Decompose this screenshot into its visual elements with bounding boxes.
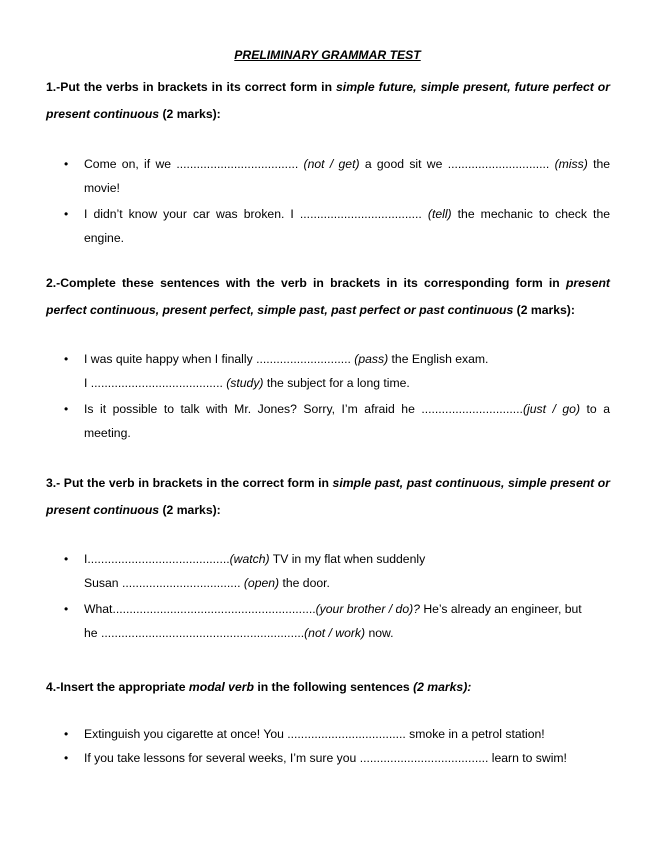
verb-hint: (miss) — [554, 157, 588, 171]
list-item — [46, 202, 610, 250]
instruction-marks: (2 marks): — [513, 303, 575, 317]
question-number: 1.- — [46, 80, 61, 94]
question-3-instruction — [46, 470, 610, 524]
instruction-tenses: present perfect continuous, present perfect, simple past, past perfect or past continuous — [46, 276, 610, 317]
instruction-modal: modal verb — [188, 680, 254, 694]
instruction-text: in the following sentences — [253, 680, 414, 694]
question-number: 2.- — [46, 276, 61, 290]
bullet-icon: • — [64, 157, 69, 171]
sentence-text: learn to swim! — [488, 751, 567, 765]
page-title: PRELIMINARY GRAMMAR TEST — [234, 48, 421, 62]
verb-hint: (study) — [226, 376, 264, 390]
answer-blank: ............................................................ — [100, 626, 305, 640]
bullet-icon: • — [64, 402, 69, 416]
answer-blank: .................................... — [299, 207, 422, 221]
sentence-text: Is it possible to talk with Mr. Jones? Sorry, I’m afraid he — [84, 402, 422, 416]
verb-hint: (tell) — [427, 207, 452, 221]
answer-blank: ............................................................ — [112, 602, 316, 616]
list-item — [46, 722, 610, 746]
answer-blank: ...................................... — [359, 751, 489, 765]
answer-blank: .............................. — [447, 157, 550, 171]
question-1-items — [46, 152, 610, 252]
answer-blank: .............................. — [421, 402, 523, 416]
verb-hint: (just / go) — [522, 402, 581, 416]
bullet-icon: • — [64, 352, 69, 366]
verb-hint: (watch) — [229, 552, 270, 566]
sentence-text: the mechanic to check the engine. — [84, 207, 610, 245]
sentence-text: If you take lessons for several weeks, I’m sure you — [84, 751, 360, 765]
question-3-items — [46, 547, 610, 647]
sentence-text: to a meeting. — [84, 402, 610, 440]
sentence-text: the English exam. — [388, 352, 489, 366]
question-4-instruction — [46, 674, 610, 701]
question-1-instruction — [46, 74, 610, 128]
list-item — [46, 397, 610, 445]
bullet-icon: • — [64, 552, 69, 566]
list-item — [46, 746, 610, 770]
list-item — [46, 597, 610, 645]
sentence-text: TV in my flat when suddenly — [269, 552, 426, 566]
instruction-marks: (2 marks): — [159, 107, 221, 121]
verb-hint: (open) — [243, 576, 280, 590]
sentence-text: a good sit we — [359, 157, 448, 171]
answer-blank: ................................... — [121, 576, 241, 590]
verb-hint: (not / work) — [304, 626, 366, 640]
sentence-text: I was quite happy when I finally — [84, 352, 257, 366]
answer-blank: .................................... — [176, 157, 299, 171]
sentence-text: I didn’t know your car was broken. I — [84, 207, 300, 221]
sentence-text: I — [84, 376, 91, 390]
instruction-text: Complete these sentences with the verb in brackets in its corresponding form in — [60, 276, 566, 290]
question-2-instruction — [46, 270, 610, 324]
sentence-text: I — [84, 552, 88, 566]
verb-hint: (your brother / do)? — [315, 602, 420, 616]
instruction-marks: (2 marks): — [413, 680, 472, 694]
list-item — [46, 547, 610, 595]
sentence-text: He’s already an engineer, but — [419, 602, 582, 616]
instruction-text: Put the verbs in brackets in its correct form in — [60, 80, 337, 94]
sentence-text: What — [84, 602, 113, 616]
verb-hint: (pass) — [354, 352, 389, 366]
answer-blank: ................................... — [287, 727, 406, 741]
instruction-text: Insert the appropriate — [60, 680, 189, 694]
question-number: 4.- — [46, 680, 61, 694]
sentence-text: Extinguish you cigarette at once! You — [84, 727, 288, 741]
bullet-icon: • — [64, 751, 69, 765]
question-4-items — [46, 722, 610, 772]
sentence-text: the door. — [279, 576, 330, 590]
instruction-tenses: simple past, past continuous, simple present or present continuous — [46, 476, 610, 517]
bullet-icon: • — [64, 727, 69, 741]
sentence-text: the movie! — [84, 157, 611, 195]
list-item — [46, 152, 610, 200]
sentence-text: he — [84, 626, 101, 640]
sentence-text: now. — [365, 626, 394, 640]
bullet-icon: • — [64, 602, 69, 616]
instruction-tenses: simple future, simple present, future perfect or present continuous — [46, 80, 610, 121]
list-item — [46, 347, 610, 395]
answer-blank: .......................................... — [87, 552, 230, 566]
answer-blank: ............................ — [256, 352, 351, 366]
instruction-marks: (2 marks): — [159, 503, 221, 517]
instruction-text: Put the verb in brackets in the correct form in — [60, 476, 333, 490]
answer-blank: ....................................... — [90, 376, 223, 390]
sentence-text: the subject for a long time. — [263, 376, 410, 390]
question-2-items — [46, 347, 610, 447]
verb-hint: (not / get) — [303, 157, 360, 171]
sentence-text: smoke in a petrol station! — [405, 727, 545, 741]
sentence-text: Come on, if we — [84, 157, 177, 171]
question-number: 3.- — [46, 476, 61, 490]
bullet-icon: • — [64, 207, 69, 221]
sentence-text: Susan — [84, 576, 122, 590]
